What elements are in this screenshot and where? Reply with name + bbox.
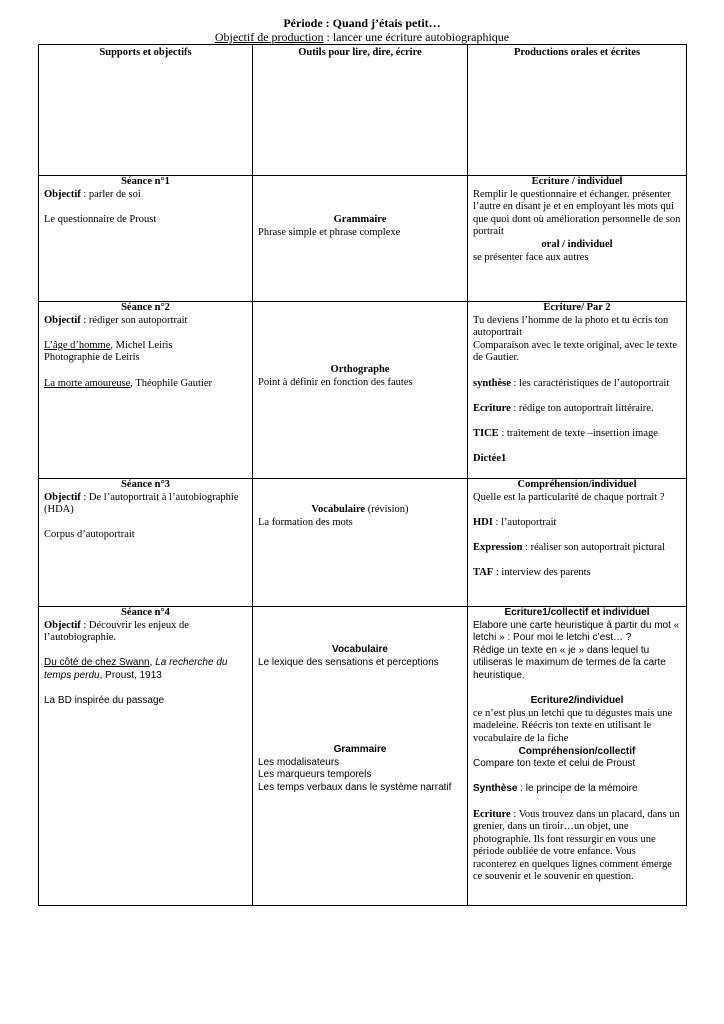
objectif-label: Objectif	[44, 619, 81, 631]
production-text: Tu deviens l’homme de la photo et tu écris ton autoportrait	[473, 314, 669, 339]
seance-row-4	[39, 607, 687, 906]
productions-cell-3	[468, 479, 687, 607]
outils-cell-4	[253, 607, 468, 906]
hdi-label: HDI	[473, 516, 493, 528]
seance-row-3	[39, 479, 687, 607]
page-title: Période : Quand j’étais petit…	[283, 16, 441, 30]
tool-text: Point à définir en fonction des fautes	[258, 376, 413, 388]
ecriture-text: : Vous trouvez dans un placard, dans un grenier, dans un tiroir…un objet, une photographie. Ils font ressurgir en vous une période oubliée de votre enfance. Vous raconterez en quelques lignes comment émerge ce souvenir et le souvenir en question.	[473, 808, 680, 883]
tice-text: : traitement de texte –insertion image	[498, 427, 658, 439]
tool-title: Orthographe	[330, 364, 390, 375]
production-title: oral / individuel	[541, 238, 613, 250]
book-title: Du côté de chez Swann	[44, 657, 150, 669]
production-title: Ecriture/ Par 2	[543, 302, 611, 313]
objective-text: : lancer une écriture autobiographique	[323, 30, 510, 44]
production-text: Quelle est la particularité de chaque portrait ?	[473, 491, 665, 503]
production-text: ce n’est plus un letchi que tu dégustes mais une madeleine. Réécris ton texte en utilisant le vocabulaire de la fiche	[473, 707, 673, 744]
outils-cell-3	[253, 479, 468, 607]
objectif-text: : rédiger son autoportrait	[80, 314, 188, 326]
sequence-table	[38, 44, 687, 906]
book-title: L’âge d’homme	[44, 339, 111, 351]
supports-cell-3	[39, 479, 253, 607]
expression-text: : réaliser son autoportrait pictural	[522, 541, 665, 553]
support-text: La BD inspirée du passage	[44, 695, 165, 707]
book-title: La morte amoureuse	[44, 377, 131, 389]
column-header-productions: Productions orales et écrites	[468, 45, 687, 176]
synthese-text: : les caractéristiques de l’autoportrait	[510, 377, 670, 389]
production-title: Ecriture1/collectif et individuel	[504, 607, 650, 618]
production-title: Compréhension/collectif	[518, 745, 636, 757]
tool-text: La formation des mots	[258, 516, 353, 528]
production-text: Compare ton texte et celui de Proust	[473, 758, 636, 770]
production-text: Remplir le questionnaire et échanger. présenter l’autre en disant je et en employant les mots qui que quoi dont où amélioration personnelle de son portrait	[473, 188, 681, 238]
ecriture-text: : rédige ton autoportrait littéraire.	[510, 402, 654, 414]
book-series: La recherche du temps perdu	[44, 657, 228, 681]
tice-label: TICE	[473, 427, 499, 439]
seance-title: Séance n°2	[121, 302, 170, 313]
tool-text: Les marqueurs temporels	[258, 769, 372, 781]
book-author: , Proust, 1913	[99, 669, 162, 681]
seance-title: Séance n°4	[121, 607, 170, 618]
header-row	[39, 45, 687, 176]
tool-title: Grammaire	[333, 214, 387, 225]
book-author: , Théophile Gautier	[130, 377, 213, 389]
production-text: Rédige un texte en « je » dans lequel tu utiliseras le maximum de termes de la carte heuristique.	[473, 644, 666, 681]
taf-text: : interview des parents	[493, 567, 591, 579]
tool-text: Les temps verbaux dans le système narratif	[258, 781, 452, 793]
tool-title: Vocabulaire	[311, 504, 366, 515]
ecriture-label: Ecriture	[473, 808, 511, 820]
production-text: Comparaison avec le texte original, avec le texte de Gautier.	[473, 339, 678, 364]
outils-cell-1	[253, 176, 468, 302]
book-author: , Michel Leiris	[110, 339, 173, 351]
taf-label: TAF	[473, 567, 494, 579]
synthese-text: : le principe de la mémoire	[517, 783, 638, 795]
dictee-label: Dictée1	[473, 453, 507, 465]
objectif-label: Objectif	[44, 188, 81, 200]
tool-title: Vocabulaire	[332, 644, 388, 655]
seance-row-2	[39, 302, 687, 479]
objectif-label: Objectif	[44, 314, 81, 326]
production-title: Ecriture / individuel	[531, 176, 623, 187]
production-text: Elabore une carte heuristique à partir du mot « letchi » : Pour moi le letchi c’est… ?	[473, 619, 680, 644]
production-title: Compréhension/individuel	[517, 479, 637, 490]
outils-cell-2	[253, 302, 468, 479]
productions-cell-2	[468, 302, 687, 479]
production-text: se présenter face aux autres	[473, 251, 589, 263]
synthese-label: synthèse	[473, 377, 511, 389]
objective-label: Objectif de production	[214, 30, 324, 44]
tool-text: Phrase simple et phrase complexe	[258, 226, 401, 238]
production-objective	[0, 30, 724, 45]
ecriture-label: Ecriture	[473, 402, 511, 414]
objectif-text: : Découvrir les enjeux de l’autobiographie.	[44, 619, 189, 644]
column-header-supports: Supports et objectifs	[39, 45, 253, 176]
supports-cell-2	[39, 302, 253, 479]
tool-text: Le lexique des sensations et perceptions	[258, 656, 439, 668]
objectif-text: : De l’autoportrait à l’autobiographie (HDA)	[44, 491, 239, 516]
productions-cell-1	[468, 176, 687, 302]
seance-title: Séance n°1	[121, 176, 170, 187]
synthese-label: Synthèse	[473, 783, 518, 795]
productions-cell-4	[468, 607, 687, 906]
column-header-outils: Outils pour lire, dire, écrire	[253, 45, 468, 176]
expression-label: Expression	[473, 541, 523, 553]
tool-text: Les modalisateurs	[258, 756, 340, 768]
hdi-text: : l’autoportrait	[492, 516, 557, 528]
support-text: Corpus d’autoportrait	[44, 529, 135, 541]
tool-title-extra: (révision)	[365, 504, 409, 515]
objectif-label: Objectif	[44, 491, 81, 503]
seance-row-1	[39, 176, 687, 302]
objectif-text: : parler de soi	[80, 188, 141, 200]
support-text: Le questionnaire de Proust	[44, 213, 157, 225]
supports-cell-4: Séance n°4 Objectif : Découvrir les enjeux de l’autobiographie. Du côté de chez Swann, La recherche du temps perdu, Proust, 1913 La BD inspirée du passage	[39, 607, 253, 906]
production-title: Ecriture2/individuel	[530, 695, 624, 707]
seance-title: Séance n°3	[121, 479, 170, 490]
supports-cell-1	[39, 176, 253, 302]
support-text: Photographie de Leiris	[44, 352, 140, 364]
tool-title: Grammaire	[333, 744, 387, 756]
